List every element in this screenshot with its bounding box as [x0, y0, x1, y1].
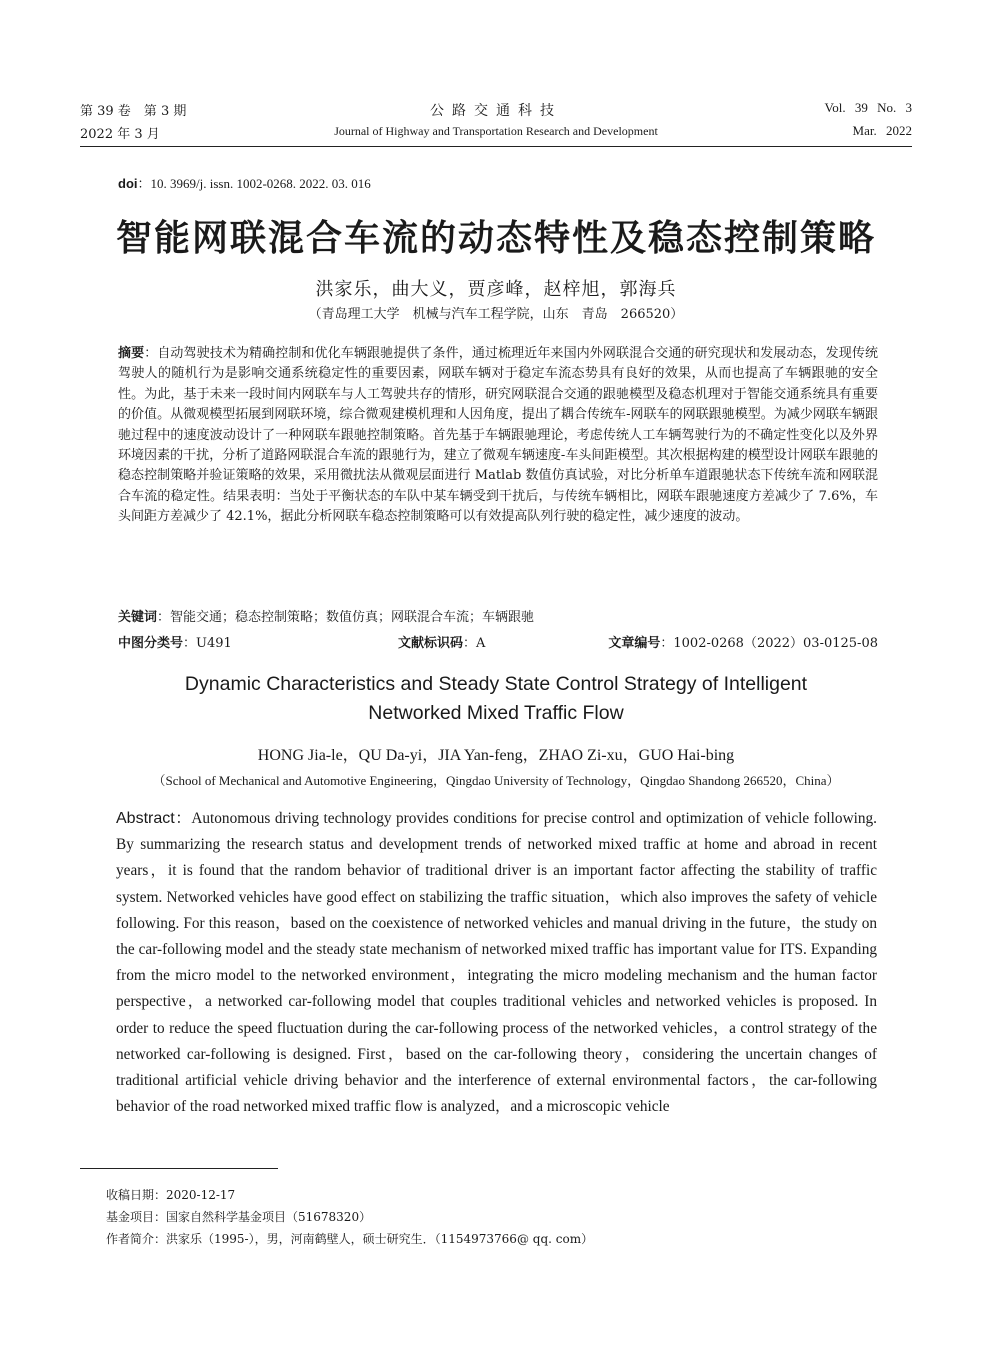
header-divider: [80, 146, 912, 147]
header-date-en: Mar. 2022: [852, 123, 912, 138]
keywords-cn: [118, 606, 534, 625]
authors-en: HONG Jia-le，QU Da-yi，JIA Yan-feng，ZHAO Zi-xu，GUO Hai-bing: [257, 747, 735, 764]
abstract-en-text: ：Autonomous driving technology provides conditions for precise control and optimization of vehicle following. By summarizing the research status and development trends of networked mixed traffic at home and abroad in recent years，it is found that the random behavior of traditional driver is an important factor affecting the stability of traffic system. Networked vehicles have good effect on stabilizing the traffic situation，which also improves the safety of vehicle following. For this reason，based on the coexistence of networked vehicles and manual driving in the future，the study on the car-following model and the steady state mechanism of networked mixed traffic has important value for ITS. Expanding from the micro model to the networked environment，integrating the micro modeling mechanism and the human factor perspective，a networked car-following model that couples traditional vehicles and networked vehicles is proposed. In order to reduce the speed fluctuation during the car-following process of the networked vehicles，a control strategy of the networked car-following is designed. First，based on the car-following theory，considering the uncertain changes of traditional artificial vehicle driving behavior and the interference of external environmental factors，the car-following behavior of the road networked mixed traffic flow is analyzed，and a microscopic vehicle: [116, 810, 877, 1116]
footnote-divider: [80, 1168, 278, 1169]
clc-label: 中图分类号: [118, 636, 184, 651]
clc-value: ：U491: [183, 636, 232, 651]
header-journal-cn: 公路交通科技: [430, 103, 562, 119]
header-volume-cn: 第 39 卷 第 3 期: [80, 104, 187, 119]
paper-title-en-line2: Networked Mixed Traffic Flow: [368, 702, 624, 724]
article-label: 文章编号: [608, 636, 661, 651]
header-volume-en: Vol. 39 No. 3: [824, 100, 912, 115]
abstract-en-label: Abstract: [116, 810, 175, 827]
authors-cn: 洪家乐，曲大义，贾彦峰，赵梓旭，郭海兵: [315, 279, 677, 300]
doi-line: [118, 173, 371, 192]
footnote-author: 作者简介：洪家乐（1995-），男，河南鹤壁人，硕士研究生．（1154973766@ qq. com）: [106, 1232, 594, 1246]
doc-value: ：A: [463, 636, 486, 651]
paper-title-cn: 智能网联混合车流的动态特性及稳态控制策略: [115, 218, 876, 259]
paper-title-en-line1: Dynamic Characteristics and Steady State Control Strategy of Intelligent: [184, 673, 808, 695]
doc-label: 文献标识码: [398, 636, 464, 651]
abstract-cn-text: ：自动驾驶技术为精确控制和优化车辆跟驰提供了条件，通过梳理近年来国内外网联混合交通的研究现状和发展动态，发现传统驾驶人的随机行为是影响交通系统稳定性的重要因素，网联车辆对于稳定车流态势具有良好的效果，从而也提高了车辆跟驰的安全性。为此，基于未来一段时间内网联车与人工驾驶共存的情形，研究网联混合交通的跟驰模型及稳态机理对于智能交通系统具有重要的价值。从微观模型拓展到网联环境，综合微观建模机理和人因角度，提出了耦合传统车-网联车的网联跟驰模型。为减少网联车辆跟驰过程中的速度波动设计了一种网联车跟驰控制策略。首先基于车辆跟驰理论，考虑传统人工车辆驾驶行为的不确定性变化以及外界环境因素的干扰，分析了道路网联混合车流的跟驰行为，建立了微观车辆速度-车头间距模型。其次根据构建的模型设计网联车跟驰的稳态控制策略并验证策略的效果，采用微扰法从微观层面进行 Matlab 数值仿真试验，对比分析单车道跟驰状态下传统车流和网联混合车流的稳定性。结果表明：当处于平衡状态的车队中某车辆受到干扰后，与传统车辆相比，网联车跟驰速度方差减少了 7.6%，车头间距方差减少了 42.1%，据此分析网联车稳态控制策略可以有效提高队列行驶的稳定性，减少速度的波动。: [118, 346, 878, 525]
affiliation-en: （School of Mechanical and Automotive Engineering，Qingdao University of Technology，Qingdao Shandong 266520，China）: [152, 773, 840, 788]
header-journal-en: Journal of Highway and Transportation Research and Development: [334, 124, 658, 138]
clc-code: [118, 636, 232, 651]
article-number: [608, 632, 878, 651]
header-date-cn: 2022 年 3 月: [80, 127, 160, 142]
affiliation-cn: （青岛理工大学 机械与汽车工程学院，山东 青岛 266520）: [308, 307, 684, 322]
doi-value[interactable]: ：10. 3969/j. issn. 1002-0268. 2022. 03. 016: [137, 176, 371, 191]
document-code: [398, 632, 485, 651]
footnote-received: 收稿日期：2020-12-17: [106, 1188, 236, 1202]
paper-title-en: [0, 670, 992, 728]
article-value: ：1002-0268（2022）03-0125-08: [660, 636, 878, 651]
abstract-cn-label: 摘要: [118, 346, 145, 361]
abstract-cn: [118, 344, 878, 528]
classification-line: [118, 632, 878, 651]
keywords-cn-label: 关键词: [118, 610, 158, 625]
keywords-cn-text: ：智能交通；稳态控制策略；数值仿真；网联混合车流；车辆跟驰: [157, 610, 535, 625]
doi-label: doi: [118, 176, 138, 191]
abstract-en: [116, 806, 877, 1120]
footnote-fund: 基金项目：国家自然科学基金项目（51678320）: [106, 1210, 372, 1224]
